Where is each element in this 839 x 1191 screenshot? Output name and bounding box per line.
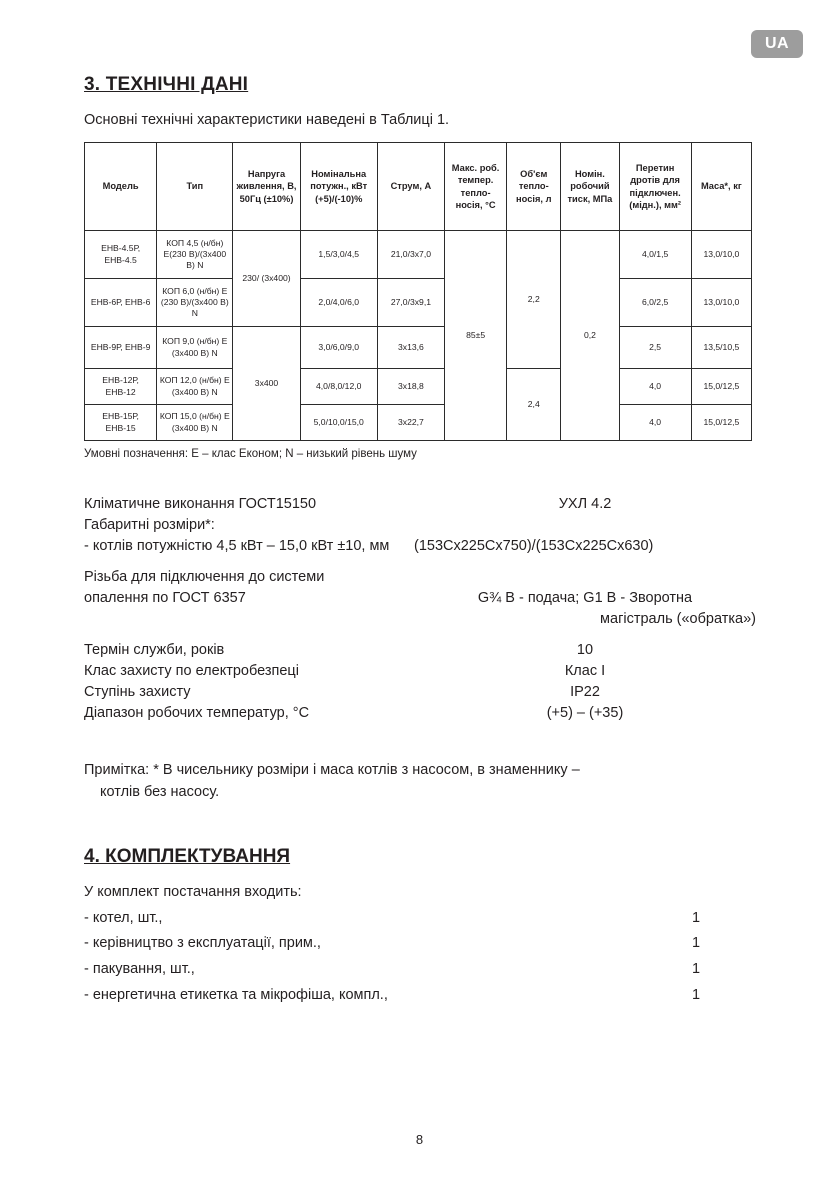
packaging-item-qty: 1 bbox=[691, 961, 701, 978]
cell-model: ЕНВ-4.5Р, ЕНВ-4.5 bbox=[85, 231, 157, 279]
spec-label-climate: Кліматичне виконання ГОСТ15150 bbox=[84, 496, 317, 512]
spec-row-temp-range bbox=[84, 703, 756, 724]
spec-label-dimensions-detail: - котлів потужністю 4,5 кВт – 15,0 кВт ±10, мм bbox=[84, 538, 390, 555]
cell-wire: 4,0/1,5 bbox=[619, 231, 691, 279]
spec-label-thread-1: Різьба для підключення до системи bbox=[84, 569, 325, 586]
spec-value-dimensions: (153Сх225Сх750)/(153Сх225Сх630) bbox=[414, 538, 654, 555]
section-title-technical-data: 3. ТЕХНІЧНІ ДАНІ bbox=[84, 74, 249, 95]
table-row bbox=[85, 231, 752, 279]
footnote bbox=[84, 760, 734, 804]
col-header-type: Тип bbox=[157, 143, 233, 231]
cell-power: 2,0/4,0/6,0 bbox=[300, 279, 377, 327]
packaging-item-label: - пакування, шт., bbox=[84, 961, 195, 978]
spec-row-protection-class bbox=[84, 661, 756, 682]
col-header-current: Струм, А bbox=[377, 143, 444, 231]
cell-wire: 4,0 bbox=[619, 405, 691, 441]
table-row bbox=[85, 327, 752, 369]
cell-model: ЕНВ-6Р, ЕНВ-6 bbox=[85, 279, 157, 327]
spec-row-ip bbox=[84, 682, 756, 703]
cell-type: КОП 9,0 (н/бн) Е (3х400 В) N bbox=[157, 327, 233, 369]
cell-type: КОП 4,5 (н/бн) Е(230 В)/(3х400 В) N bbox=[157, 231, 233, 279]
spec-value-climate: УХЛ 4.2 bbox=[558, 496, 612, 512]
packaging-item-label: - енергетична етикетка та мікрофіша, компл., bbox=[84, 987, 388, 1004]
col-header-mass: Маса*, кг bbox=[691, 143, 751, 231]
packaging-intro: У комплект постачання входить: bbox=[84, 883, 302, 900]
spec-row-dimensions-detail bbox=[84, 536, 756, 557]
footnote-line-1: Примітка: * В чисельнику розміри і маса котлів з насосом, в знаменнику – bbox=[84, 762, 580, 779]
list-item bbox=[84, 906, 756, 932]
cell-type: КОП 12,0 (н/бн) Е (3х400 В) N bbox=[157, 369, 233, 405]
cell-mass: 13,5/10,5 bbox=[691, 327, 751, 369]
cell-mass: 15,0/12,5 bbox=[691, 369, 751, 405]
cell-wire: 6,0/2,5 bbox=[619, 279, 691, 327]
packaging-item-qty: 1 bbox=[691, 935, 701, 952]
table-legend: Умовні позначення: Е – клас Економ; N – низький рівень шуму bbox=[84, 448, 417, 460]
technical-specs-table bbox=[84, 142, 752, 441]
cell-current: 3х22,7 bbox=[377, 405, 444, 441]
cell-pressure: 0,2 bbox=[561, 231, 619, 441]
cell-model: ЕНВ-12Р, ЕНВ-12 bbox=[85, 369, 157, 405]
cell-voltage: 3х400 bbox=[233, 327, 300, 441]
col-header-power: Номінальна потужн., кВт (+5)/(-10)% bbox=[300, 143, 377, 231]
cell-model: ЕНВ-15Р, ЕНВ-15 bbox=[85, 405, 157, 441]
footnote-line-2: котлів без насосу. bbox=[100, 783, 220, 800]
cell-current: 3х18,8 bbox=[377, 369, 444, 405]
packaging-list bbox=[84, 906, 756, 1009]
packaging-item-qty: 1 bbox=[691, 987, 701, 1004]
spec-value-ip: IP22 bbox=[570, 684, 600, 701]
spec-label-dimensions: Габаритні розміри*: bbox=[84, 517, 215, 534]
spec-row-dimensions bbox=[84, 515, 756, 536]
specifications-list bbox=[84, 494, 756, 724]
table-body bbox=[85, 231, 752, 441]
cell-wire: 4,0 bbox=[619, 369, 691, 405]
spec-label-thread-2: опалення по ГОСТ 6357 bbox=[84, 590, 246, 607]
list-item bbox=[84, 931, 756, 957]
col-header-model: Модель bbox=[85, 143, 157, 231]
section-title-packaging: 4. КОМПЛЕКТУВАННЯ bbox=[84, 845, 291, 867]
table-row bbox=[85, 279, 752, 327]
cell-volume: 2,4 bbox=[507, 369, 561, 441]
cell-max-temp: 85±5 bbox=[445, 231, 507, 441]
cell-mass: 15,0/12,5 bbox=[691, 405, 751, 441]
col-header-pressure: Номін. робочий тиск, МПа bbox=[561, 143, 619, 231]
packaging-item-label: - котел, шт., bbox=[84, 909, 163, 926]
cell-current: 21,0/3х7,0 bbox=[377, 231, 444, 279]
spec-label-service-life: Термін служби, років bbox=[84, 642, 225, 659]
spec-label-ip: Ступінь захисту bbox=[84, 684, 191, 701]
table-header bbox=[85, 143, 752, 231]
spec-value-temp-range: (+5) – (+35) bbox=[546, 705, 624, 722]
spec-label-protection-class: Клас захисту по електробезпеці bbox=[84, 663, 299, 680]
cell-mass: 13,0/10,0 bbox=[691, 279, 751, 327]
cell-power: 4,0/8,0/12,0 bbox=[300, 369, 377, 405]
col-header-wire: Перетин дротів для підключен. (мідн.), мм² bbox=[619, 143, 691, 231]
cell-volume: 2,2 bbox=[507, 231, 561, 369]
cell-power: 1,5/3,0/4,5 bbox=[300, 231, 377, 279]
cell-power: 3,0/6,0/9,0 bbox=[300, 327, 377, 369]
spec-value-thread-2: магістраль («обратка») bbox=[600, 611, 756, 628]
cell-current: 3х13,6 bbox=[377, 327, 444, 369]
technical-data-intro: Основні технічні характеристики наведені в Таблиці 1. bbox=[84, 112, 450, 128]
cell-power: 5,0/10,0/15,0 bbox=[300, 405, 377, 441]
spec-value-protection-class: Клас І bbox=[564, 663, 606, 680]
cell-wire: 2,5 bbox=[619, 327, 691, 369]
cell-type: КОП 15,0 (н/бн) Е (3х400 В) N bbox=[157, 405, 233, 441]
table-row bbox=[85, 369, 752, 405]
cell-voltage: 230/ (3х400) bbox=[233, 231, 300, 327]
col-header-volume: Об'єм тепло-носія, л bbox=[507, 143, 561, 231]
page-content bbox=[84, 74, 756, 1009]
cell-current: 27,0/3х9,1 bbox=[377, 279, 444, 327]
language-badge[interactable]: UA bbox=[751, 30, 803, 58]
cell-type: КОП 6,0 (н/бн) Е (230 В)/(3х400 В) N bbox=[157, 279, 233, 327]
cell-mass: 13,0/10,0 bbox=[691, 231, 751, 279]
spec-row-climate bbox=[84, 494, 756, 515]
spec-label-temp-range: Діапазон робочих температур, °С bbox=[84, 705, 310, 722]
col-header-max-temp: Макс. роб. темпер. тепло-носія, °С bbox=[445, 143, 507, 231]
spec-value-service-life: 10 bbox=[576, 642, 594, 659]
list-item bbox=[84, 957, 756, 983]
table-header-row bbox=[85, 143, 752, 231]
spec-value-thread-1: G¾ В - подача; G1 В - Зворотна bbox=[477, 590, 693, 607]
spec-row-thread-3 bbox=[84, 609, 756, 630]
packaging-item-label: - керівництво з експлуатації, прим., bbox=[84, 935, 321, 952]
spec-row-service-life bbox=[84, 640, 756, 661]
packaging-item-qty: 1 bbox=[691, 909, 701, 926]
spec-row-thread-2 bbox=[84, 588, 756, 609]
cell-model: ЕНВ-9Р, ЕНВ-9 bbox=[85, 327, 157, 369]
list-item bbox=[84, 983, 756, 1009]
page-number: 8 bbox=[415, 1132, 424, 1147]
spec-row-thread-1 bbox=[84, 567, 756, 588]
table-row bbox=[85, 405, 752, 441]
col-header-voltage: Напруга живлення, В, 50Гц (±10%) bbox=[233, 143, 300, 231]
